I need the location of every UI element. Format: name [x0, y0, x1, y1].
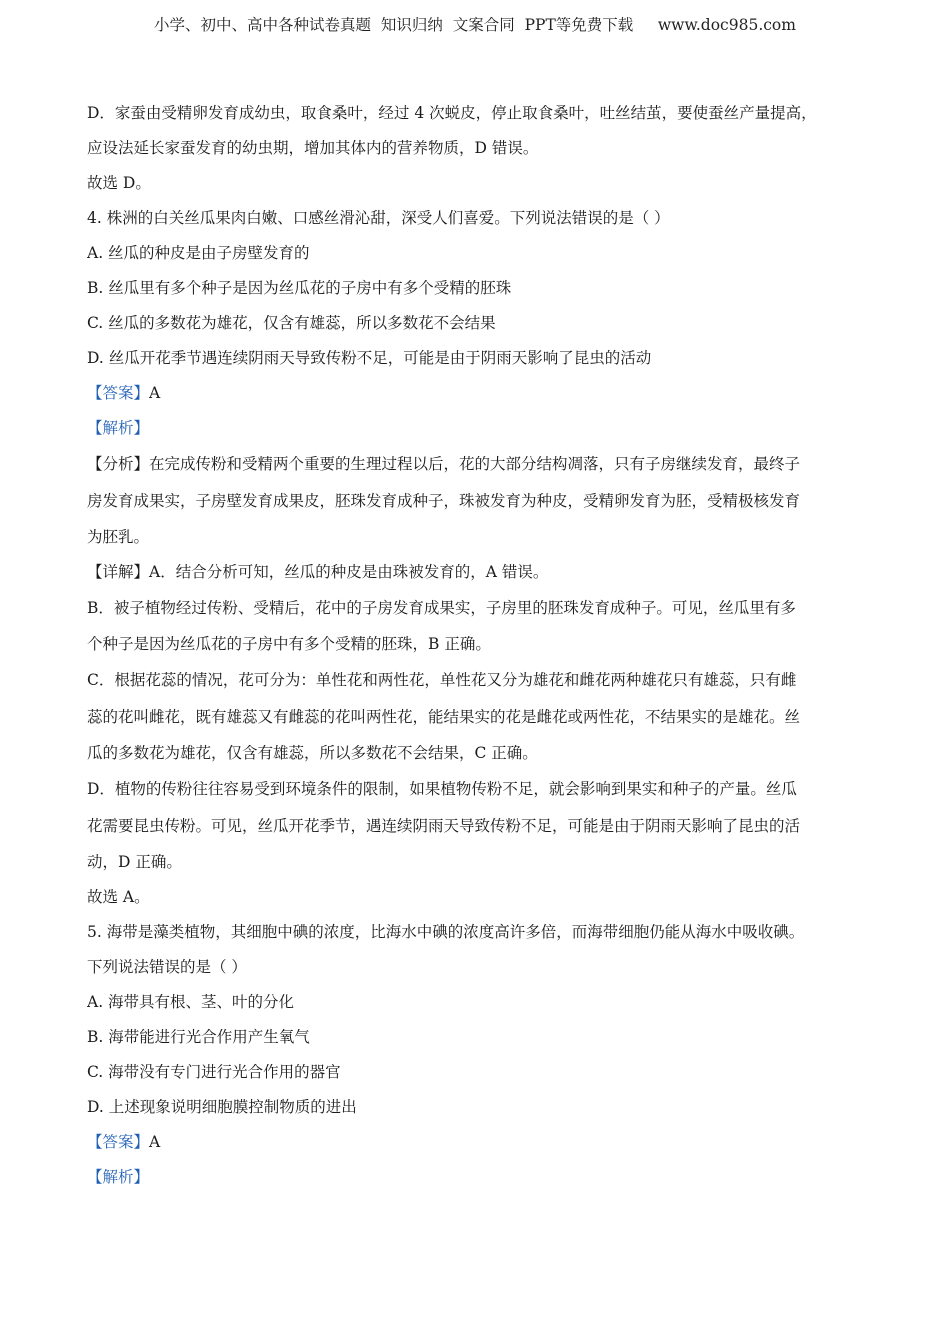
- analysis-tag: 【解析】: [87, 419, 150, 437]
- text-line: 【分析】在完成传粉和受精两个重要的生理过程以后，花的大部分结构凋落，只有子房继续发育，最终子: [87, 455, 801, 473]
- option-line: A. 丝瓜的种皮是由子房壁发育的: [87, 244, 310, 262]
- option-line: A. 海带具有根、茎、叶的分化: [87, 993, 295, 1011]
- text-line: 故选 A。: [87, 888, 150, 906]
- text-line: 为胚乳。: [87, 528, 150, 546]
- question-stem: 5. 海带是藻类植物，其细胞中碘的浓度，比海水中碘的浓度高许多倍，而海带细胞仍能从海水中吸收碘。: [87, 923, 805, 941]
- question-stem: 下列说法错误的是（ ）: [87, 958, 247, 976]
- text-line: B．被子植物经过传粉、受精后，花中的子房发育成果实，子房里的胚珠发育成种子。可见，丝瓜里有多: [87, 599, 796, 617]
- analysis-heading: [87, 1160, 862, 1195]
- text-line: 个种子是因为丝瓜花的子房中有多个受精的胚珠，B 正确。: [87, 635, 491, 653]
- text-line: D．植物的传粉往往容易受到环境条件的限制，如果植物传粉不足，就会影响到果实和种子的产量。丝瓜: [87, 780, 797, 798]
- answer-line: 【答案】A: [87, 1133, 161, 1151]
- question-stem: 4. 株洲的白关丝瓜果肉白嫩、口感丝滑沁甜，深受人们喜爱。下列说法错误的是（ ）: [87, 209, 670, 227]
- document-body: [87, 96, 862, 1195]
- text-line: 蕊的花叫雌花，既有雄蕊又有雌蕊的花叫两性花，能结果实的花是雌花或两性花，不结果实的是雄花。丝: [87, 708, 801, 726]
- text-line: C．根据花蕊的情况，花可分为：单性花和两性花，单性花又分为雄花和雌花两种雄花只有雄蕊，只有雌: [87, 671, 797, 689]
- answer-line: 【答案】A: [87, 384, 161, 402]
- option-line: B. 海带能进行光合作用产生氧气: [87, 1028, 310, 1046]
- analysis-heading: [87, 411, 862, 446]
- analysis-tag: 【解析】: [87, 1168, 150, 1186]
- text-line: 故选 D。: [87, 174, 151, 192]
- text-line: 房发育成果实，子房壁发育成果皮，胚珠发育成种子，珠被发育为种皮，受精卵发育为胚，受精极核发育: [87, 492, 801, 510]
- text-line: 应设法延长家蚕发育的幼虫期，增加其体内的营养物质，D 错误。: [87, 139, 539, 157]
- page-header: 小学、初中、高中各种试卷真题 知识归纳 文案合同 PPT等免费下载 www.doc985.com: [154, 16, 796, 34]
- text-line: 花需要昆虫传粉。可见，丝瓜开花季节，遇连续阴雨天导致传粉不足，可能是由于阴雨天影响了昆虫的活: [87, 817, 801, 835]
- text-line: D．家蚕由受精卵发育成幼虫，取食桑叶，经过 4 次蜕皮，停止取食桑叶，吐丝结茧，要使蚕丝产量提高，: [87, 104, 817, 122]
- option-line: C. 海带没有专门进行光合作用的器官: [87, 1063, 341, 1081]
- text-line: 【详解】A．结合分析可知，丝瓜的种皮是由珠被发育的，A 错误。: [87, 563, 549, 581]
- text-line: 瓜的多数花为雄花，仅含有雄蕊，所以多数花不会结果，C 正确。: [87, 744, 538, 762]
- option-line: C. 丝瓜的多数花为雄花，仅含有雄蕊，所以多数花不会结果: [87, 314, 496, 332]
- text-line: 动，D 正确。: [87, 853, 182, 871]
- option-line: D. 上述现象说明细胞膜控制物质的进出: [87, 1098, 357, 1116]
- option-line: B. 丝瓜里有多个种子是因为丝瓜花的子房中有多个受精的胚珠: [87, 279, 512, 297]
- answer-tag: 【答案】: [87, 1133, 150, 1151]
- option-line: D. 丝瓜开花季节遇连续阴雨天导致传粉不足，可能是由于阴雨天影响了昆虫的活动: [87, 349, 652, 367]
- answer-tag: 【答案】: [87, 384, 150, 402]
